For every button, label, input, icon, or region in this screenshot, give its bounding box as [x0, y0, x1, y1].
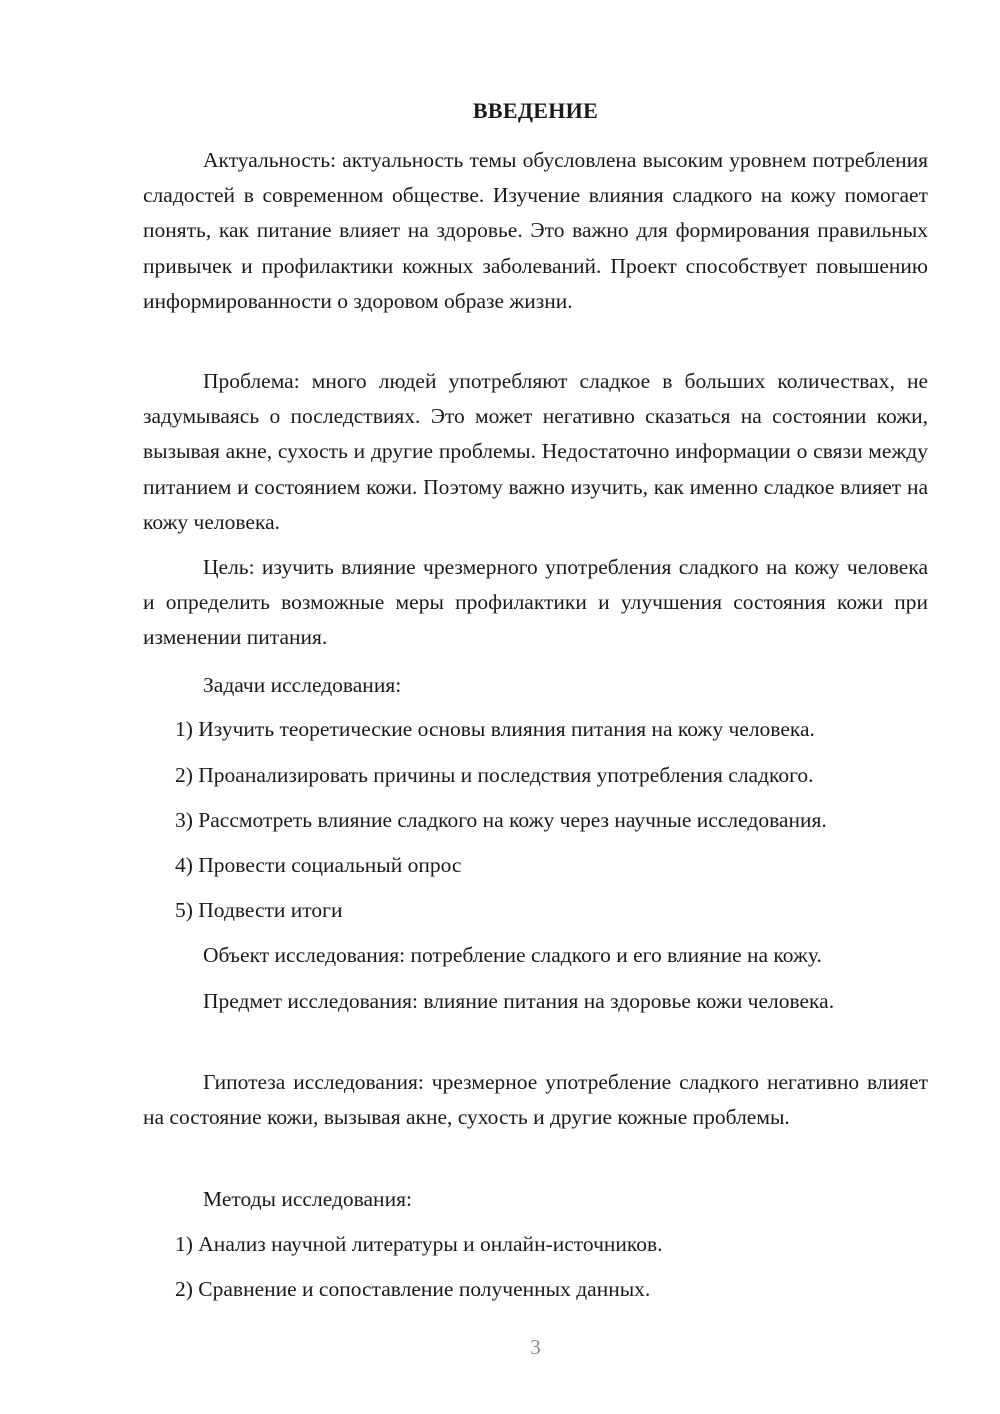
page-number: 3 — [530, 1335, 541, 1359]
page-title: ВВЕДЕНИЕ — [472, 98, 599, 123]
task-item-4: 4) Провести социальный опрос — [175, 853, 462, 877]
task-item-3: 3) Рассмотреть влияние сладкого на кожу через научные исследования. — [175, 808, 827, 832]
task-item-2: 2) Проанализировать причины и последствия употребления сладкого. — [175, 763, 814, 787]
tasks-heading: Задачи исследования: — [203, 673, 402, 697]
method-item-2: 2) Сравнение и сопоставление полученных данных. — [175, 1277, 651, 1301]
task-item-1: 1) Изучить теоретические основы влияния питания на кожу человека. — [175, 717, 815, 741]
relevance-paragraph: Актуальность: актуальность темы обусловлена высоким уровнем потребления сладостей в современном обществе. Изучение влияния сладкого на кожу помогает понять, как питание влияет на здоровье. Это важно для формирования правильных привычек и профилактики кожных заболеваний. Проект способствует повышению информированности о здоровом образе жизни. — [143, 148, 928, 313]
method-item-1: 1) Анализ научной литературы и онлайн-источников. — [175, 1232, 663, 1256]
subject-paragraph: Предмет исследования: влияние питания на здоровье кожи человека. — [203, 989, 835, 1013]
goal-paragraph: Цель: изучить влияние чрезмерного употребления сладкого на кожу человека и определить возможные меры профилактики и улучшения состояния кожи при изменении питания. — [143, 555, 928, 650]
task-item-5: 5) Подвести итоги — [175, 898, 343, 922]
hypothesis-paragraph: Гипотеза исследования: чрезмерное употребление сладкого негативно влияет на состояние кожи, вызывая акне, сухость и другие кожные проблемы. — [143, 1070, 928, 1130]
document-page — [143, 0, 928, 1414]
problem-paragraph: Проблема: много людей употребляют сладкое в больших количествах, не задумываясь о последствиях. Это может негативно сказаться на состоянии кожи, вызывая акне, сухость и другие проблемы. Недостаточно информации о связи между питанием и состоянием кожи. Поэтому важно изучить, как именно сладкое влияет на кожу человека. — [143, 369, 928, 534]
object-paragraph: Объект исследования: потребление сладкого и его влияние на кожу. — [203, 943, 822, 967]
methods-heading: Методы исследования: — [203, 1187, 412, 1211]
